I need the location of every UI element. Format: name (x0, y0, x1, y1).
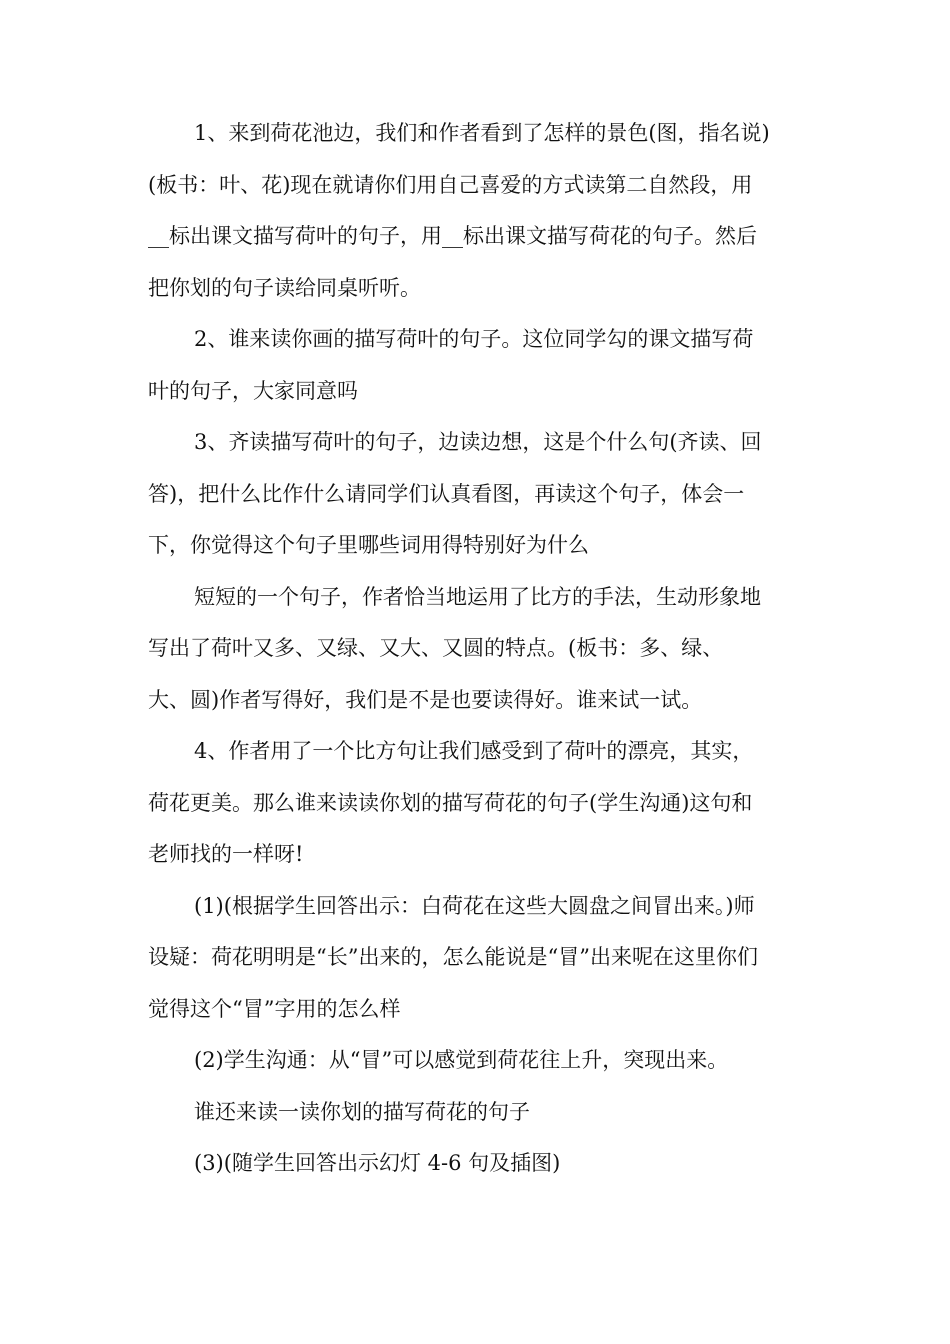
paragraph (148, 1035, 810, 1087)
text-line: 4、作者用了一个比方句让我们感受到了荷叶的漂亮，其实， (194, 739, 754, 763)
text-line: (1)(根据学生回答出示：白荷花在这些大圆盘之间冒出来。)师 (194, 893, 755, 918)
paragraph (148, 314, 810, 417)
text-line: __标出课文描写荷叶的句子，用__标出课文描写荷花的句子。然后 (148, 224, 757, 248)
text-line: 答)，把什么比作什么请同学们认真看图，再读这个句子，体会一 (148, 481, 745, 506)
text-line: 1、来到荷花池边，我们和作者看到了怎样的景色(图，指名说) (194, 121, 770, 145)
paragraph (148, 1087, 810, 1139)
text-line: 大、圆)作者写得好，我们是不是也要读得好。谁来试一试。 (148, 687, 703, 712)
paragraph (148, 572, 810, 727)
text-line: (2)学生沟通：从“冒”可以感觉到荷花往上升，突现出来。 (194, 1048, 729, 1072)
text-line: 荷花更美。那么谁来读读你划的描写荷花的句子(学生沟通)这句和 (148, 790, 753, 815)
paragraph (148, 881, 810, 1036)
text-line: 下，你觉得这个句子里哪些词用得特别好为什么 (148, 533, 589, 557)
text-line: 短短的一个句子，作者恰当地运用了比方的手法，生动形象地 (194, 584, 761, 609)
text-line: 觉得这个“冒”字用的怎么样 (148, 996, 401, 1021)
text-line: 2、谁来读你画的描写荷叶的句子。这位同学勾的课文描写荷 (194, 327, 754, 351)
paragraph (148, 1138, 810, 1190)
text-line: (3)(随学生回答出示幻灯 4-6 句及插图) (194, 1151, 561, 1175)
text-line: (板书：叶、花)现在就请你们用自己喜爱的方式读第二自然段，用 (148, 172, 753, 197)
text-line: 把你划的句子读给同桌听听。 (148, 275, 421, 300)
text-line: 3、齐读描写荷叶的句子，边读边想，这是个什么句(齐读、回 (194, 430, 762, 454)
text-line: 写出了荷叶又多、又绿、又大、又圆的特点。(板书：多、绿、 (148, 636, 724, 660)
text-line: 设疑：荷花明明是“长”出来的，怎么能说是“冒”出来呢在这里你们 (148, 945, 758, 969)
text-line: 老师找的一样呀! (148, 842, 304, 866)
paragraph (148, 417, 810, 572)
paragraph (148, 726, 810, 881)
document-body (148, 108, 810, 1190)
text-line: 谁还来读一读你划的描写荷花的句子 (194, 1099, 530, 1124)
text-line: 叶的句子，大家同意吗 (148, 378, 358, 403)
paragraph (148, 108, 810, 314)
